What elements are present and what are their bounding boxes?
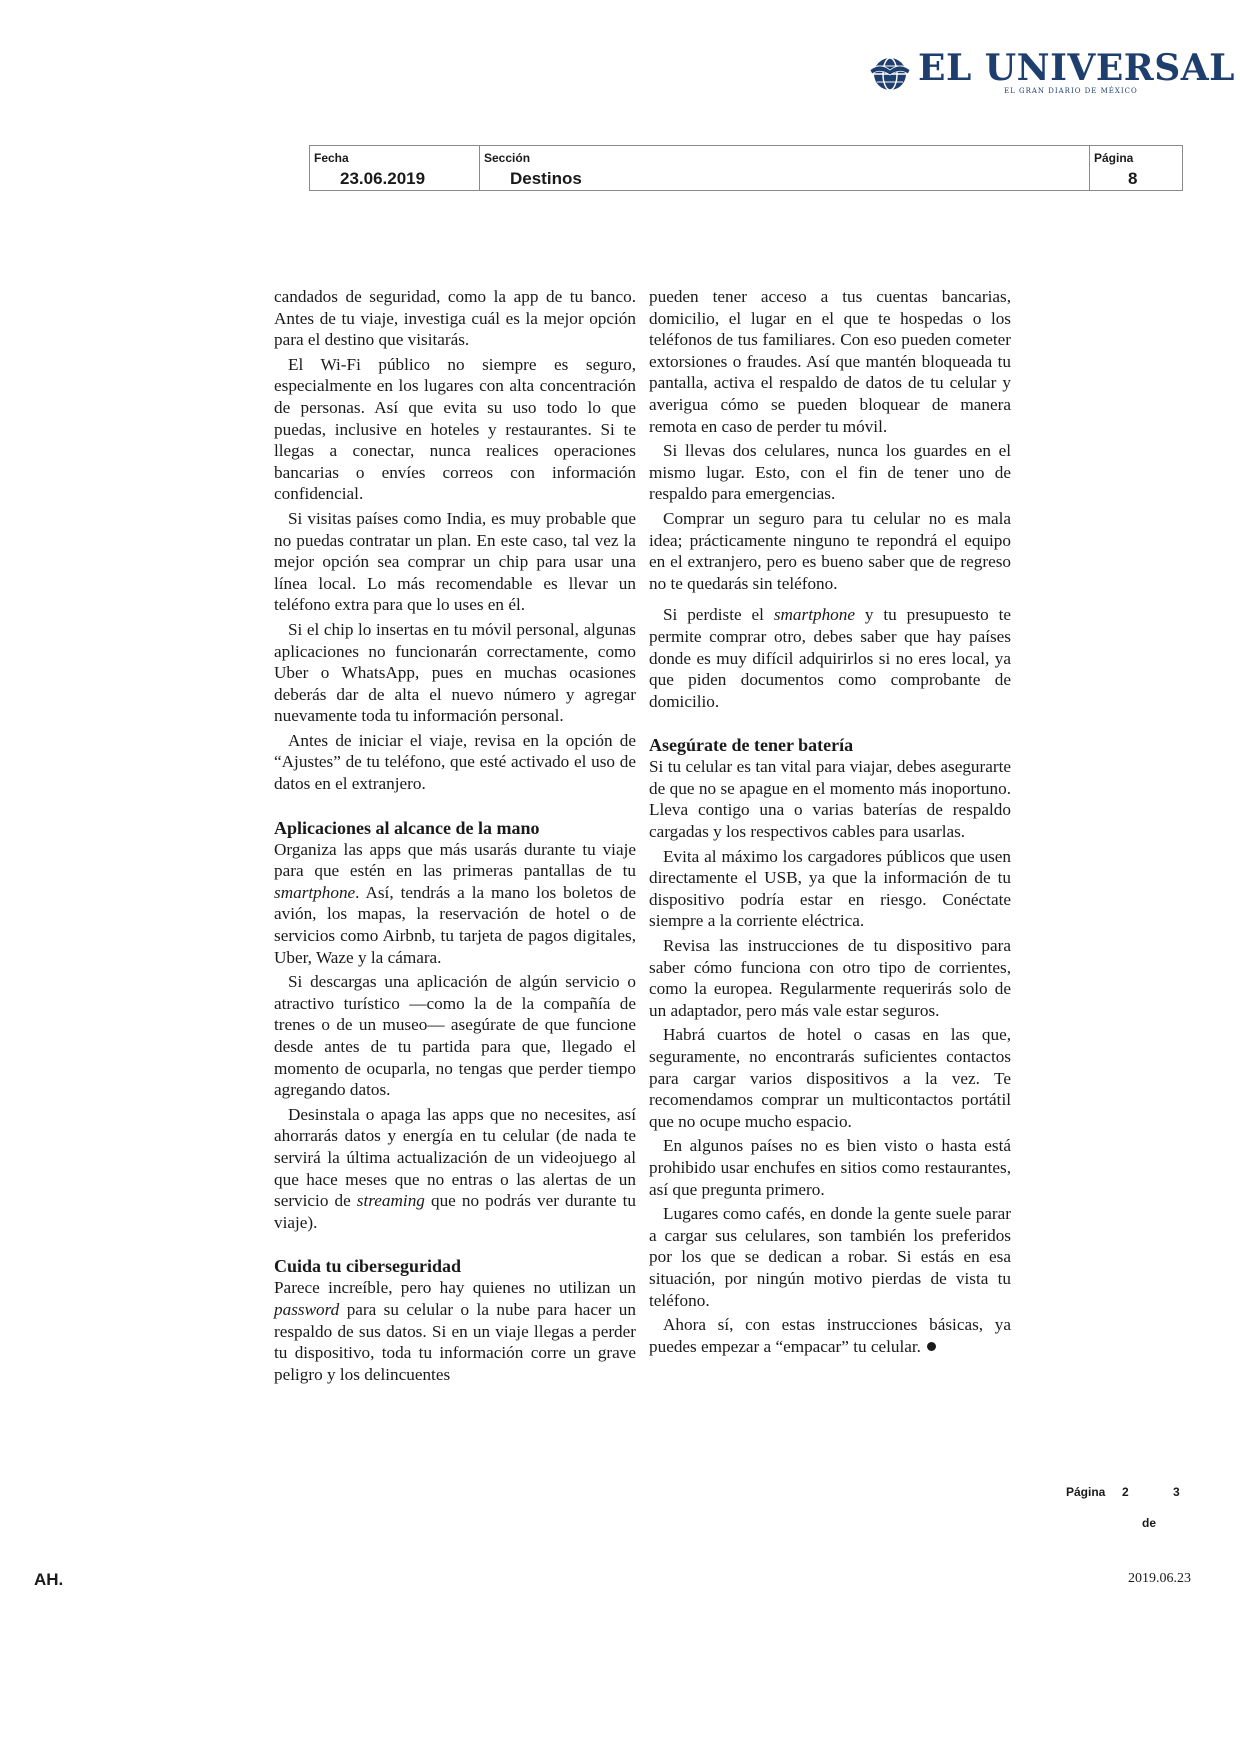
fecha-value: 23.06.2019 bbox=[340, 169, 426, 188]
text-run: y tu presupuesto te permite comprar otro, debes saber que hay países donde es muy difícil adquirirlos si no eres local, ya que piden documentos como comprobante de domicilio. bbox=[649, 605, 1011, 711]
paragraph: Habrá cuartos de hotel o casas en las que, seguramente, no encontrarás suficientes contactos para cargar varios dispositivos a la vez. Te recomendamos comprar un multicontactos portátil que no ocupe mucho espacio. bbox=[649, 1025, 1011, 1131]
article-left-column bbox=[274, 286, 636, 1388]
emphasis: smartphone bbox=[773, 605, 855, 625]
seccion-value: Destinos bbox=[510, 169, 582, 188]
clipping-header bbox=[309, 145, 1183, 191]
paragraph: En algunos países no es bien visto o hasta está prohibido usar enchufes en sitios como restaurantes, así que pregunta primero. bbox=[649, 1136, 1011, 1199]
text-run: . Así, tendrás a la mano los boletos de avión, los mapas, la reservación de hotel o de servicios como Airbnb, tu tarjeta de pagos digitales, Uber, Waze y la cámara. bbox=[274, 882, 636, 967]
paragraph: Evita al máximo los cargadores públicos que usen directamente el USB, ya que la información de tu dispositivo podría estar en riesgo. Conéctate siempre a la corriente eléctrica. bbox=[649, 846, 1011, 931]
article-right-column bbox=[649, 286, 1011, 1360]
fecha-cell bbox=[310, 146, 480, 190]
paragraph: Si descargas una aplicación de algún servicio o atractivo turístico —como la de la compañía de trenes o de un museo— asegúrate de que funcione desde antes de tu partida para que, llegado el momento de ocuparla, no tengas que perder tiempo agregando datos. bbox=[274, 972, 636, 1100]
emphasis: smartphone bbox=[274, 882, 356, 902]
paragraph bbox=[274, 839, 636, 969]
brand-name: EL UNIVERSAL bbox=[918, 47, 1235, 89]
text-run: Organiza las apps que más usarás durante tu viaje para que estén en las primeras pantallas de tu bbox=[274, 839, 636, 881]
pagina-value: 8 bbox=[1128, 169, 1138, 188]
paragraph bbox=[649, 1314, 1011, 1357]
pagina-cell bbox=[1090, 146, 1182, 190]
footer-initials: AH. bbox=[34, 1570, 64, 1589]
text-run: Parece increíble, pero hay quienes no utilizan un bbox=[274, 1278, 636, 1298]
globe-logo-icon bbox=[868, 52, 912, 96]
footer-pagina-number: 2 bbox=[1122, 1485, 1129, 1499]
pagina-label: Página bbox=[1094, 151, 1134, 165]
text-run: Ahora sí, con estas instrucciones básicas, ya puedes empezar a “empacar” tu celular. bbox=[649, 1315, 1011, 1356]
paragraph: Revisa las instrucciones de tu dispositivo para saber cómo funciona con otro tipo de corrientes, como la europea. Regularmente requerirás solo de un adaptador, pero más vale estar seguros. bbox=[649, 936, 1011, 1020]
footer-pagina-total: 3 bbox=[1173, 1485, 1180, 1499]
brand-tagline: EL GRAN DIARIO DE MÉXICO bbox=[1004, 87, 1138, 95]
footer-pagina-label: Página bbox=[1066, 1485, 1106, 1499]
paragraph bbox=[274, 1277, 636, 1385]
seccion-cell bbox=[480, 146, 1090, 190]
paragraph: Comprar un seguro para tu celular no es mala idea; prácticamente ninguno te repondrá el equipo en el extranjero, pero es bueno saber que de regreso no te quedarás sin teléfono. bbox=[649, 508, 1011, 593]
text-run: Desinstala o apaga las apps que no necesites, así ahorrarás datos y energía en tu celular (de nada te servirá la última actualización de un videojuego al que hace meses que no entras o las alertas de un servicio de bbox=[274, 1104, 636, 1211]
paragraph: Lugares como cafés, en donde la gente suele parar a cargar sus celulares, son también los preferidos por los que se dedican a robar. Si estás en esa situación, por ningún motivo pierdas de vista tu teléfono. bbox=[649, 1204, 1011, 1310]
end-mark-icon bbox=[927, 1342, 936, 1351]
text-run: Si perdiste el bbox=[663, 605, 774, 625]
paragraph: Antes de iniciar el viaje, revisa en la opción de “Ajustes” de tu teléfono, que esté activado el uso de datos en el extranjero. bbox=[274, 730, 636, 794]
masthead bbox=[868, 47, 1235, 98]
seccion-label: Sección bbox=[484, 151, 531, 165]
paragraph: Si llevas dos celulares, nunca los guardes en el mismo lugar. Esto, con el fin de tener uno de respaldo para emergencias. bbox=[649, 441, 1011, 504]
text-run: que no podrás ver durante tu viaje). bbox=[274, 1191, 636, 1232]
paragraph: Si tu celular es tan vital para viajar, debes asegurarte de que no se apague en el momento más inoportuno. Lleva contigo una o varias baterías de respaldo cargadas y los respectivos cables para usarlas. bbox=[649, 757, 1011, 842]
text-run: para su celular o la nube para hacer un respaldo de sus datos. Si en un viaje llegas a perder tu dispositivo, toda tu información corre un grave peligro y los delincuentes bbox=[274, 1299, 636, 1384]
emphasis: password bbox=[274, 1299, 340, 1319]
emphasis: streaming bbox=[356, 1191, 425, 1211]
paragraph: Si el chip lo insertas en tu móvil personal, algunas aplicaciones no funcionarán correctamente, como Uber o WhatsApp, pues en muchas ocasiones deberás dar de alta el nuevo número y agregar nuevamente toda tu información personal. bbox=[274, 619, 636, 726]
subheading-ciberseguridad: Cuida tu ciberseguridad bbox=[274, 1256, 462, 1277]
paragraph bbox=[274, 1104, 636, 1234]
paragraph: pueden tener acceso a tus cuentas bancarias, domicilio, el lugar en el que te hospedas o los teléfonos de tus familiares. Con eso pueden cometer extorsiones o fraudes. Así que mantén bloqueada tu pantalla, activa el respaldo de datos de tu celular y averigua cómo se pueden bloquear de manera remota en caso de perder tu móvil. bbox=[649, 287, 1011, 436]
subheading-apps: Aplicaciones al alcance de la mano bbox=[274, 817, 540, 838]
paragraph: candados de seguridad, como la app de tu banco. Antes de tu viaje, investiga cuál es la mejor opción para el destino que visitarás. bbox=[274, 287, 636, 350]
footer-de: de bbox=[1142, 1516, 1157, 1530]
fecha-label: Fecha bbox=[314, 151, 349, 165]
subheading-bateria: Asegúrate de tener batería bbox=[649, 735, 854, 756]
paragraph: El Wi-Fi público no siempre es seguro, especialmente en los lugares con alta concentración de personas. Así que evita su uso todo lo que puedas, inclusive en hoteles y restaurantes. Si te llegas a conectar, nunca realices operaciones bancarias o envíes correos con información confidencial. bbox=[274, 354, 636, 504]
paragraph: Si visitas países como India, es muy probable que no puedas contratar un plan. En este caso, tal vez la mejor opción sea comprar un chip para usar una línea local. Lo más recomendable es llevar un teléfono extra para que lo uses en él. bbox=[274, 508, 636, 615]
footer-date: 2019.06.23 bbox=[1128, 1571, 1191, 1586]
paragraph bbox=[649, 604, 1011, 712]
